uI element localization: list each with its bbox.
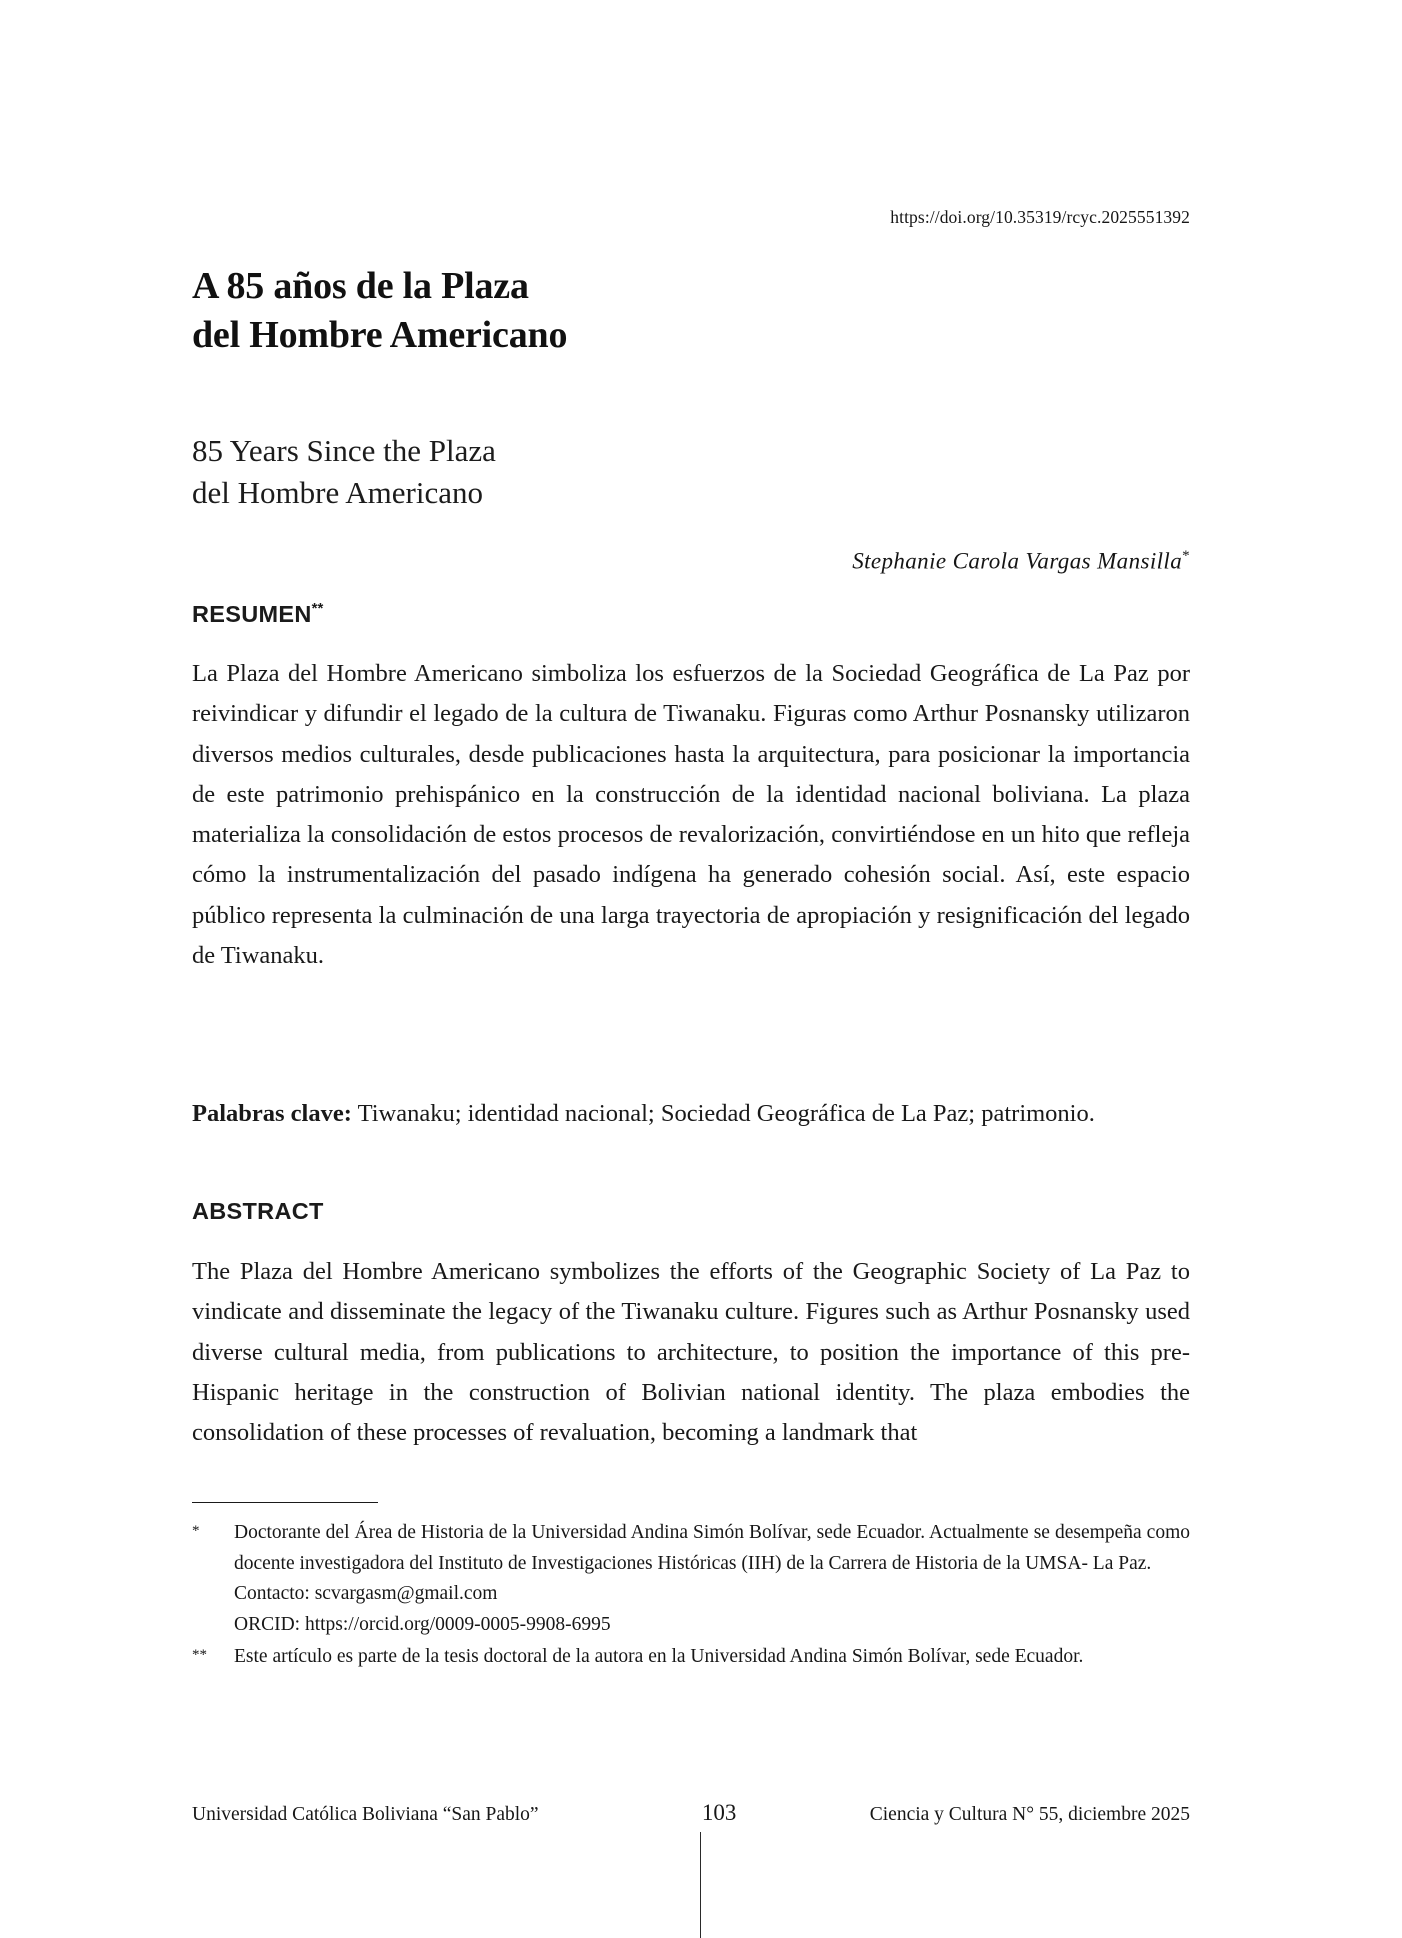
footnote-marker-1: * [192,1523,200,1539]
footnote-list [192,1518,1190,1675]
title-english-line-1: 85 Years Since the Plaza [192,433,496,468]
page-title-spanish [192,262,952,359]
title-spanish-line-1: A 85 años de la Plaza [192,265,529,307]
footer-journal-issue: Ciencia y Cultura N° 55, diciembre 2025 [869,1804,1190,1825]
footnote-item-2 [192,1642,1190,1673]
footnote-orcid-1[interactable]: ORCID: https://orcid.org/0009-0005-9908-6995 [234,1613,611,1635]
author-footnote-marker: * [1182,548,1190,564]
title-english-line-2: del Hombre Americano [192,475,483,511]
page-footer [192,1800,1190,1826]
abstract-paragraph: The Plaza del Hombre Americano symbolizes the efforts of the Geographic Society of La Paz to vindicate and disseminate the legacy of the Tiwanaku culture. Figures such as Arthur Posnansky used diverse cultural media, from publications to architecture, to position the importance of this pre-Hispanic heritage in the construction of Bolivian national identity. The plaza embodies the consolidation of these processes of revaluation, becoming a landmark that [192,1258,1190,1447]
keywords-label: Palabras clave: [192,1100,352,1127]
footnote-text-1: Doctorante del Área de Historia de la Universidad Andina Simón Bolívar, sede Ecuador. Actualmente se desempeña como docente investigadora del Instituto de Investigaciones Históricas (IIH) de la Carrera de Historia de la UMSA- La Paz. [234,1522,1190,1574]
footnote-item-1 [192,1518,1190,1640]
footnote-contact-1[interactable]: Contacto: scvargasm@gmail.com [234,1583,498,1604]
section-heading-abstract: ABSTRACT [192,1198,324,1224]
footnote-text-2: Este artículo es parte de la tesis doctoral de la autora en la Universidad Andina Simón Bolívar, sede Ecuador. [234,1646,1084,1667]
author-name: Stephanie Carola Vargas Mansilla [852,548,1183,574]
page-title-english [192,430,952,514]
footnote-separator-rule [192,1502,378,1503]
keywords-line [192,1094,1190,1134]
footnote-marker-2: ** [192,1647,207,1663]
footer-publisher: Universidad Católica Boliviana “San Pablo” [192,1804,539,1825]
resumen-footnote-marker: ** [311,600,324,617]
author-byline [192,548,1190,575]
section-heading-resumen [192,600,323,628]
page-number-vertical-rule [700,1832,701,1938]
doi-link[interactable]: https://doi.org/10.35319/rcyc.2025551392 [890,207,1190,227]
page-number: 103 [701,1800,737,1825]
title-spanish-line-2: del Hombre Americano [192,313,568,356]
keywords-value: Tiwanaku; identidad nacional; Sociedad Geográfica de La Paz; patrimonio. [351,1100,1095,1127]
resumen-heading-text: RESUMEN [192,600,312,627]
resumen-paragraph: La Plaza del Hombre Americano simboliza los esfuerzos de la Sociedad Geográfica de La Paz por reivindicar y difundir el legado de la cultura de Tiwanaku. Figuras como Arthur Posnansky utilizaron diversos medios culturales, desde publicaciones hasta la arquitectura, para posicionar la importancia de este patrimonio prehispánico en la construcción de la identidad nacional boliviana. La plaza materializa la consolidación de estos procesos de revalorización, convirtiéndose en un hito que refleja cómo la instrumentalización del pasado indígena ha generado cohesión social. Así, este espacio público representa la culminación de una larga trayectoria de apropiación y resignificación del legado de Tiwanaku. [192,660,1190,970]
